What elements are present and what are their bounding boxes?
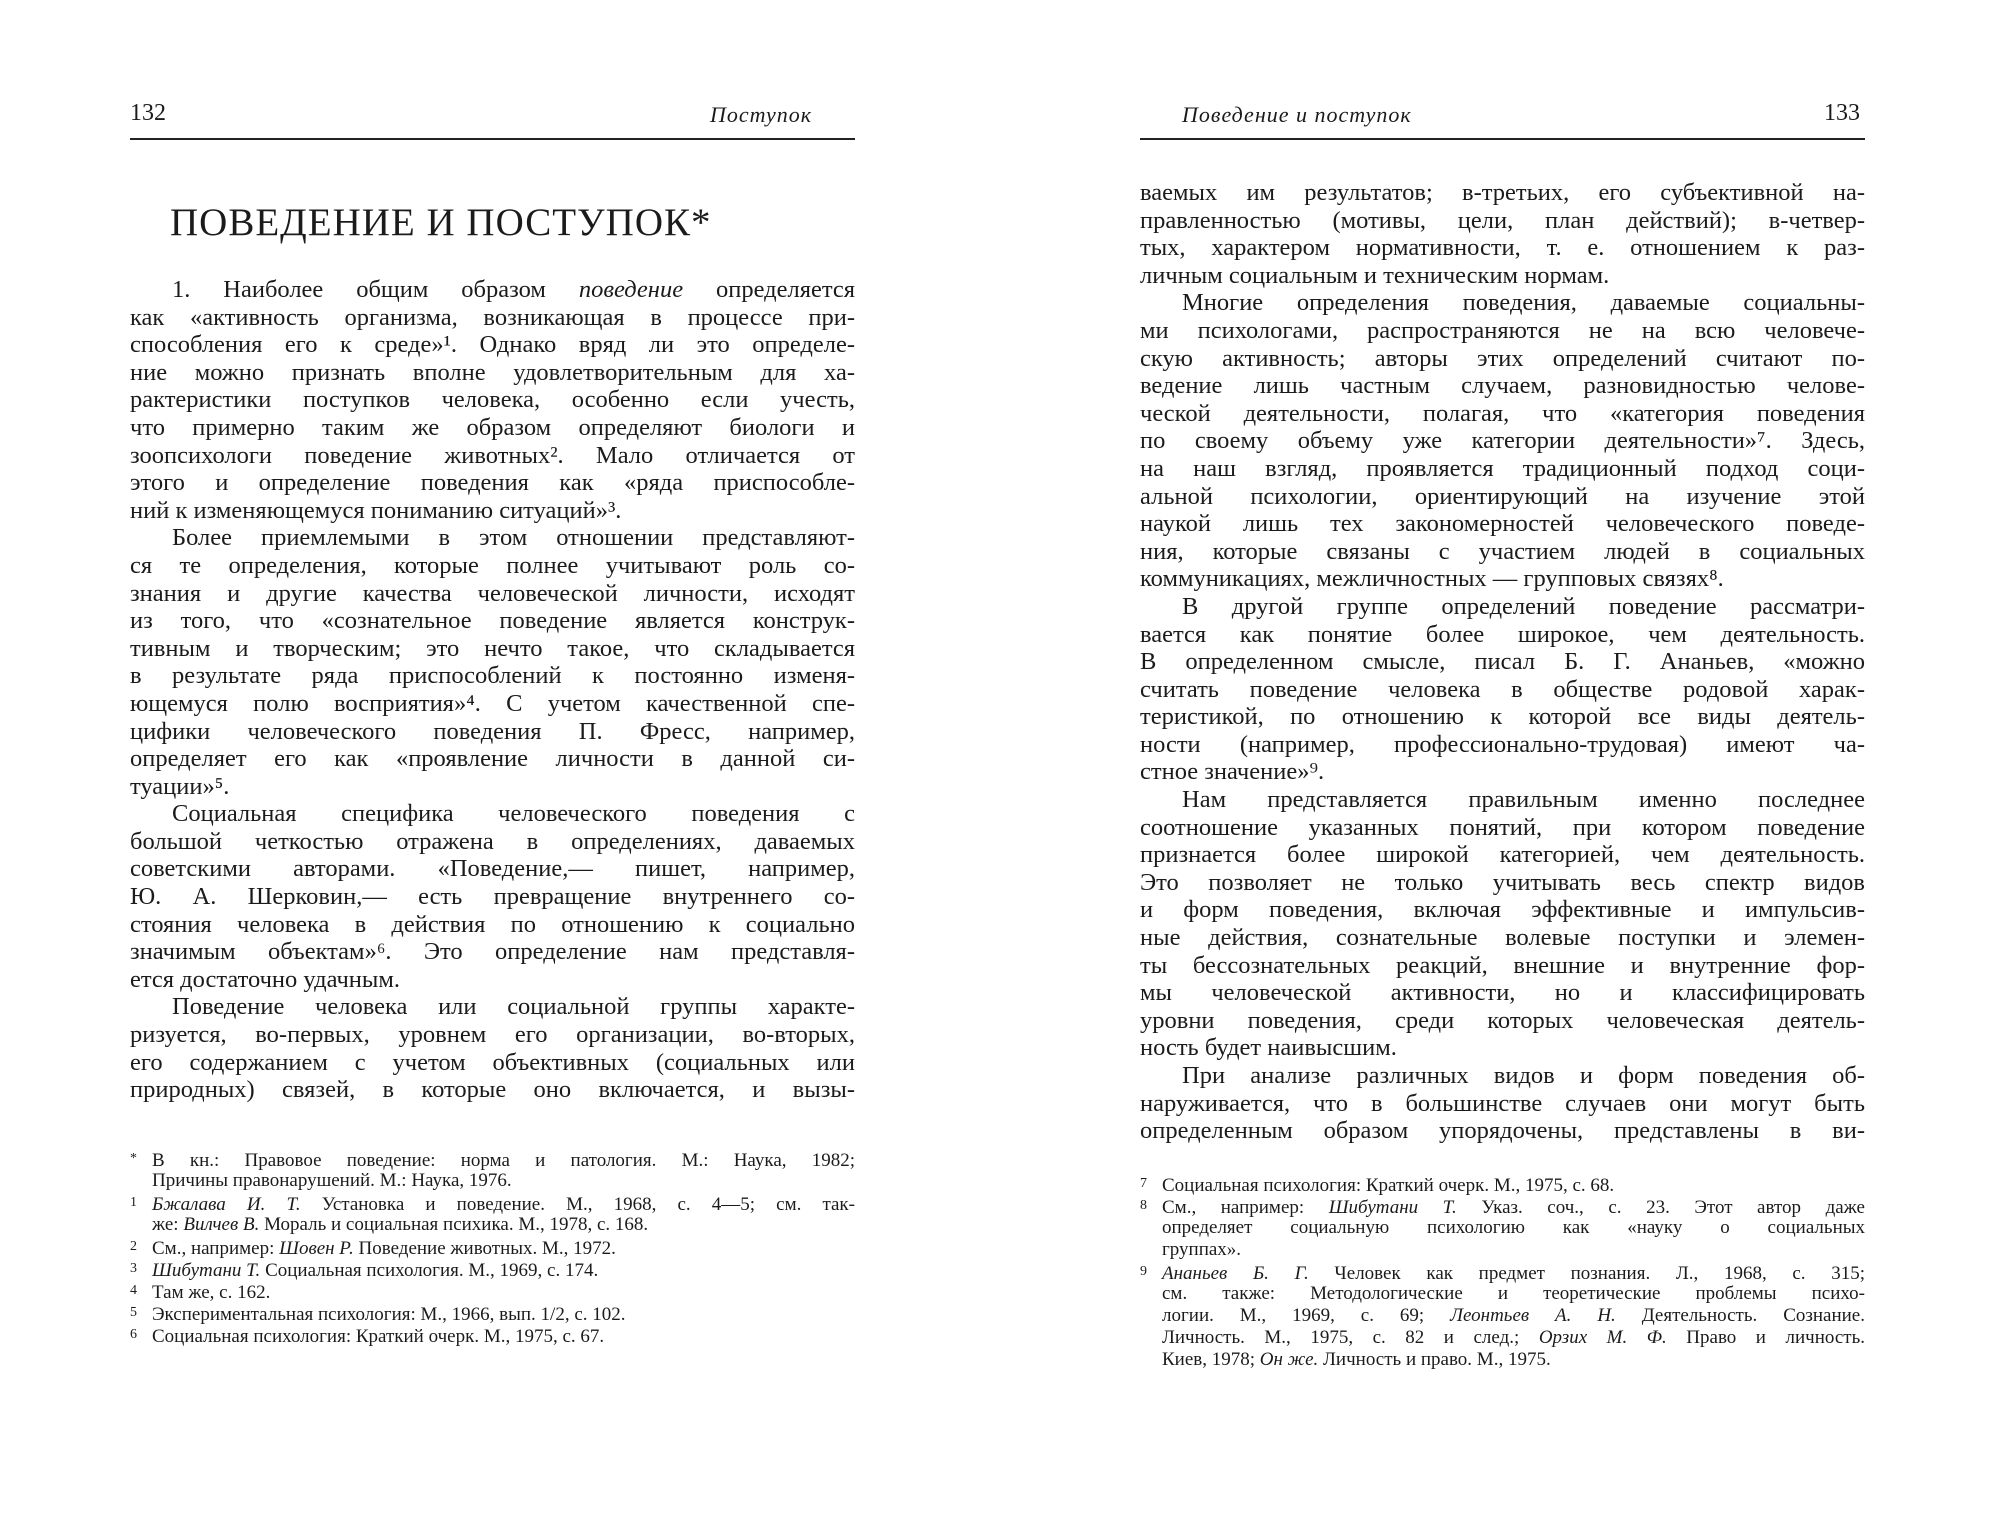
text-line <box>130 276 855 304</box>
text-line: личным социальным и техническим нормам. <box>1140 261 1610 289</box>
text-line: тых, характером нормативности, т. е. отношением к раз- <box>1140 234 1865 262</box>
text-line: В определенном смысле, писал Б. Г. Ананьев, «можно <box>1140 648 1865 676</box>
text-line: ты бессознательных реакций, внешние и внутренние фор- <box>1140 951 1865 979</box>
text-line: ний к изменяющемуся пониманию ситуаций»³. <box>130 496 622 524</box>
footnote-mark: 9 <box>1140 1264 1147 1279</box>
text-segment: определяется <box>683 276 855 303</box>
text-segment: Мораль и социальная психика. М., 1978, с. 168. <box>259 1214 649 1235</box>
text-segment: логии. М., 1969, с. 69; <box>1162 1305 1451 1326</box>
footnote-mark: * <box>130 1151 137 1166</box>
footnote-mark: 3 <box>130 1261 137 1276</box>
text-segment: же: <box>152 1214 184 1235</box>
text-line: ся те определения, которые полнее учитывают роль со- <box>130 551 855 579</box>
footnote-line <box>130 1192 855 1214</box>
text-line: ности (например, профессионально-трудовая) имеют ча- <box>1140 730 1865 758</box>
italic-text: поведение <box>578 276 684 303</box>
text-segment: 1. Наиболее общим образом <box>172 276 579 303</box>
text-line: В другой группе определений поведение рассматри- <box>1182 592 1865 620</box>
text-segment: Указ. соч., с. 23. Этот автор даже <box>1456 1197 1865 1218</box>
page-number: 132 <box>130 100 166 126</box>
text-line: способления его к среде»¹. Однако вряд ли это определе- <box>130 331 855 359</box>
footnote-line <box>130 1214 855 1236</box>
footnote-text: Экспериментальная психология: М., 1966, вып. 1/2, с. 102. <box>152 1304 626 1325</box>
paragraph <box>130 800 855 993</box>
text-line: зоопсихологи поведение животных². Мало отличается от <box>130 441 855 469</box>
running-head: Поступок <box>710 102 813 127</box>
text-line: в результате ряда приспособлений к постоянно изменя- <box>130 662 855 690</box>
text-line: ми психологами, распространяются не на всю человече- <box>1140 316 1865 344</box>
text-line: большой четкостью отражена в определениях, даваемых <box>130 827 855 855</box>
text-line: наруживается, что в большинстве случаев они могут быть <box>1140 1089 1865 1117</box>
footnote-line <box>1140 1305 1865 1327</box>
text-segment: Социальная психология. М., 1969, с. 174. <box>260 1260 599 1281</box>
footnote <box>1140 1173 1865 1195</box>
footnote-line <box>130 1148 855 1170</box>
text-line: ние можно признать вполне удовлетворительным для ха- <box>130 358 855 386</box>
text-line: этого и определение поведения как «ряда приспособле- <box>130 469 855 497</box>
header-rule <box>130 138 855 140</box>
italic-text: Шибутани Т. <box>152 1260 261 1281</box>
footnote-line <box>130 1258 855 1280</box>
footnote-line: Причины правонарушений. М.: Наука, 1976. <box>152 1170 512 1191</box>
italic-text: Ананьев Б. Г. <box>1162 1263 1309 1284</box>
text-line: соотношение указанных понятий, при котором поведение <box>1140 813 1865 841</box>
footnote <box>1140 1195 1865 1261</box>
footnote-line: группах». <box>1162 1239 1242 1260</box>
footnote-mark: 8 <box>1140 1198 1147 1213</box>
text-line: советскими авторами. «Поведение,— пишет, например, <box>130 855 855 883</box>
text-line: уровни поведения, среди которых человеческая деятель- <box>1140 1006 1865 1034</box>
text-segment: Киев, 1978; <box>1162 1349 1260 1370</box>
text-line: ющемуся полю восприятия»⁴. С учетом качественной спе- <box>130 689 855 717</box>
footnote <box>130 1280 855 1302</box>
footnote <box>130 1324 855 1346</box>
paragraph <box>1140 289 1865 593</box>
text-line: скую активность; авторы этих определений считают по- <box>1140 344 1865 372</box>
text-line: из того, что «сознательное поведение является конструк- <box>130 607 855 635</box>
footnote-line <box>1140 1327 1865 1349</box>
text-line: значимым объектам»⁶. Это определение нам представля- <box>130 938 855 966</box>
footnotes <box>130 1148 855 1346</box>
footnotes <box>1140 1173 1865 1371</box>
text-line: ваемых им результатов; в-третьих, его субъективной на- <box>1140 179 1865 206</box>
text-segment: Поведение животных. М., 1972. <box>353 1238 616 1259</box>
footnote-mark: 4 <box>130 1283 137 1298</box>
chapter-title: ПОВЕДЕНИЕ И ПОСТУПОК* <box>170 201 712 244</box>
page-header <box>130 100 855 130</box>
footnote-mark: 1 <box>130 1195 137 1210</box>
paragraph <box>130 276 855 524</box>
italic-text: Он же. <box>1259 1349 1319 1370</box>
text-line: по своему объему уже категории деятельности»⁷. Здесь, <box>1140 427 1865 455</box>
italic-text: Орзих М. Ф. <box>1538 1327 1667 1348</box>
text-line: и форм поведения, включая эффективные и импульсив- <box>1140 896 1865 924</box>
text-line: ность будет наивысшим. <box>1140 1034 1397 1062</box>
footnote <box>1140 1261 1865 1371</box>
text-line: знания и другие качества человеческой личности, исходят <box>130 579 855 607</box>
text-segment: Личность и право. М., 1975. <box>1318 1349 1551 1370</box>
text-line: Социальная специфика человеческого поведения с <box>172 800 855 828</box>
text-segment: См., например: <box>152 1238 280 1259</box>
text-line: Более приемлемыми в этом отношении представляют- <box>172 524 855 552</box>
text-segment: См., например: <box>1162 1197 1329 1218</box>
text-line: рактеристики поступков человека, особенно если учесть, <box>130 386 855 414</box>
text-line: теристикой, по отношению к которой все виды деятель- <box>1140 703 1865 731</box>
footnote-mark: 5 <box>130 1305 137 1320</box>
text-line: ные действия, сознательные волевые поступки и элемен- <box>1140 924 1865 952</box>
paragraph <box>130 993 855 1103</box>
footnote-text <box>1162 1197 1865 1218</box>
text-line: Это позволяет не только учитывать весь спектр видов <box>1140 868 1865 896</box>
text-line: признается более широкой категорией, чем деятельность. <box>1140 841 1865 869</box>
footnote-text <box>152 1238 616 1259</box>
text-line: его содержанием с учетом объективных (социальных или <box>130 1048 855 1076</box>
text-line: ведение лишь частным случаем, разновидностью челове- <box>1140 372 1865 400</box>
text-line: на наш взгляд, проявляется традиционный подход соци- <box>1140 454 1865 482</box>
text-line: цифики человеческого поведения П. Фресс, например, <box>130 717 855 745</box>
footnote-mark: 6 <box>130 1327 137 1342</box>
text-line: определенным образом упорядочены, представлены в ви- <box>1140 1117 1865 1145</box>
italic-text: Шибутани Т. <box>1328 1197 1457 1218</box>
paragraph <box>130 524 855 800</box>
text-line: вается как понятие более широкое, чем деятельность. <box>1140 620 1865 648</box>
running-head: Поведение и поступок <box>1182 102 1412 127</box>
text-line: Многие определения поведения, даваемые социальны- <box>1182 289 1865 317</box>
italic-text: Шовен Р. <box>279 1238 354 1259</box>
page-number: 133 <box>1824 100 1860 126</box>
text-line: как «активность организма, возникающая в процессе при- <box>130 303 855 331</box>
text-segment: Человек как предмет познания. Л., 1968, с. 315; <box>1308 1263 1866 1284</box>
body-text <box>1140 179 1865 1145</box>
paragraph <box>1140 786 1865 1062</box>
header-rule <box>1140 138 1865 140</box>
footnote-text <box>152 1194 855 1215</box>
text-line: коммуникациях, межличностных — групповых связях⁸. <box>1140 565 1724 593</box>
italic-text: Леонтьев А. Н. <box>1450 1305 1616 1326</box>
footnote-line <box>130 1302 855 1324</box>
footnote-line <box>1140 1173 1865 1195</box>
footnote-text: Там же, с. 162. <box>152 1282 271 1303</box>
text-line: определяет его как «проявление личности в данной си- <box>130 745 855 773</box>
footnote <box>130 1258 855 1280</box>
page-header <box>1140 100 1865 130</box>
paragraph <box>1140 1062 1865 1145</box>
footnote <box>130 1148 855 1192</box>
paragraph <box>1140 179 1865 289</box>
text-line: ризуется, во-первых, уровнем его организации, во-вторых, <box>130 1021 855 1049</box>
text-line: Поведение человека или социальной группы характе- <box>172 993 855 1021</box>
footnote-line <box>130 1280 855 1302</box>
paragraph <box>1140 593 1865 786</box>
text-line: ется достаточно удачным. <box>130 965 400 993</box>
text-line: стное значение»⁹. <box>1140 758 1325 786</box>
text-line: что примерно таким же образом определяют биологи и <box>130 413 855 441</box>
text-line: туации»⁵. <box>130 772 230 800</box>
text-line: стояния человека в действия по отношению к социально <box>130 910 855 938</box>
text-line: мы человеческой активности, но и классифицировать <box>1140 979 1865 1007</box>
text-segment: Установка и поведение. М., 1968, с. 4—5; см. так- <box>300 1194 855 1215</box>
text-line: При анализе различных видов и форм поведения об- <box>1182 1062 1865 1089</box>
text-line: альной психологии, ориентирующий на изучение этой <box>1140 482 1865 510</box>
footnote-text: Социальная психология: Краткий очерк. М., 1975, с. 68. <box>1162 1175 1615 1196</box>
text-line: ния, которые связаны с участием людей в социальных <box>1140 537 1865 565</box>
footnote <box>130 1302 855 1324</box>
italic-text: Вилчев В. <box>183 1214 260 1235</box>
text-segment: Право и личность. <box>1666 1327 1865 1348</box>
text-line: правленностью (мотивы, цели, план действий); в-четвер- <box>1140 206 1865 234</box>
italic-text: Бжалава И. Т. <box>152 1194 301 1215</box>
footnote-line <box>1140 1261 1865 1283</box>
text-line: тивным и творческим; это нечто такое, что складывается <box>130 634 855 662</box>
footnote-text <box>152 1260 598 1281</box>
footnote-line <box>130 1236 855 1258</box>
footnote-line: определяет социальную психологию как «науку о социальных <box>1162 1217 1865 1238</box>
footnote-text <box>1162 1263 1865 1284</box>
footnote-mark: 7 <box>1140 1176 1147 1191</box>
footnote <box>130 1236 855 1258</box>
footnote-line: см. также: Методологические и теоретические проблемы психо- <box>1162 1283 1865 1304</box>
text-line: Нам представляется правильным именно последнее <box>1182 786 1865 814</box>
footnote-line <box>1140 1349 1865 1371</box>
text-line: природных) связей, в которые оно включается, и вызы- <box>130 1076 855 1104</box>
footnote-line <box>130 1324 855 1346</box>
footnote <box>130 1192 855 1236</box>
footnote-line <box>1140 1195 1865 1217</box>
footnote-mark: 2 <box>130 1239 137 1254</box>
text-segment: Деятельность. Сознание. <box>1615 1305 1865 1326</box>
text-segment: Личность. М., 1975, с. 82 и след.; <box>1162 1327 1539 1348</box>
footnote-text: Социальная психология: Краткий очерк. М., 1975, с. 67. <box>152 1326 605 1347</box>
footnote-text: В кн.: Правовое поведение: норма и патология. М.: Наука, 1982; <box>152 1150 855 1171</box>
text-line: считать поведение человека в обществе родовой харак- <box>1140 675 1865 703</box>
text-line: наукой лишь тех закономерностей человеческого поведе- <box>1140 510 1865 538</box>
text-line: ческой деятельности, полагая, что «категория поведения <box>1140 399 1865 427</box>
text-line: Ю. А. Шерковин,— есть превращение внутреннего со- <box>130 883 855 911</box>
body-text <box>130 276 855 1104</box>
